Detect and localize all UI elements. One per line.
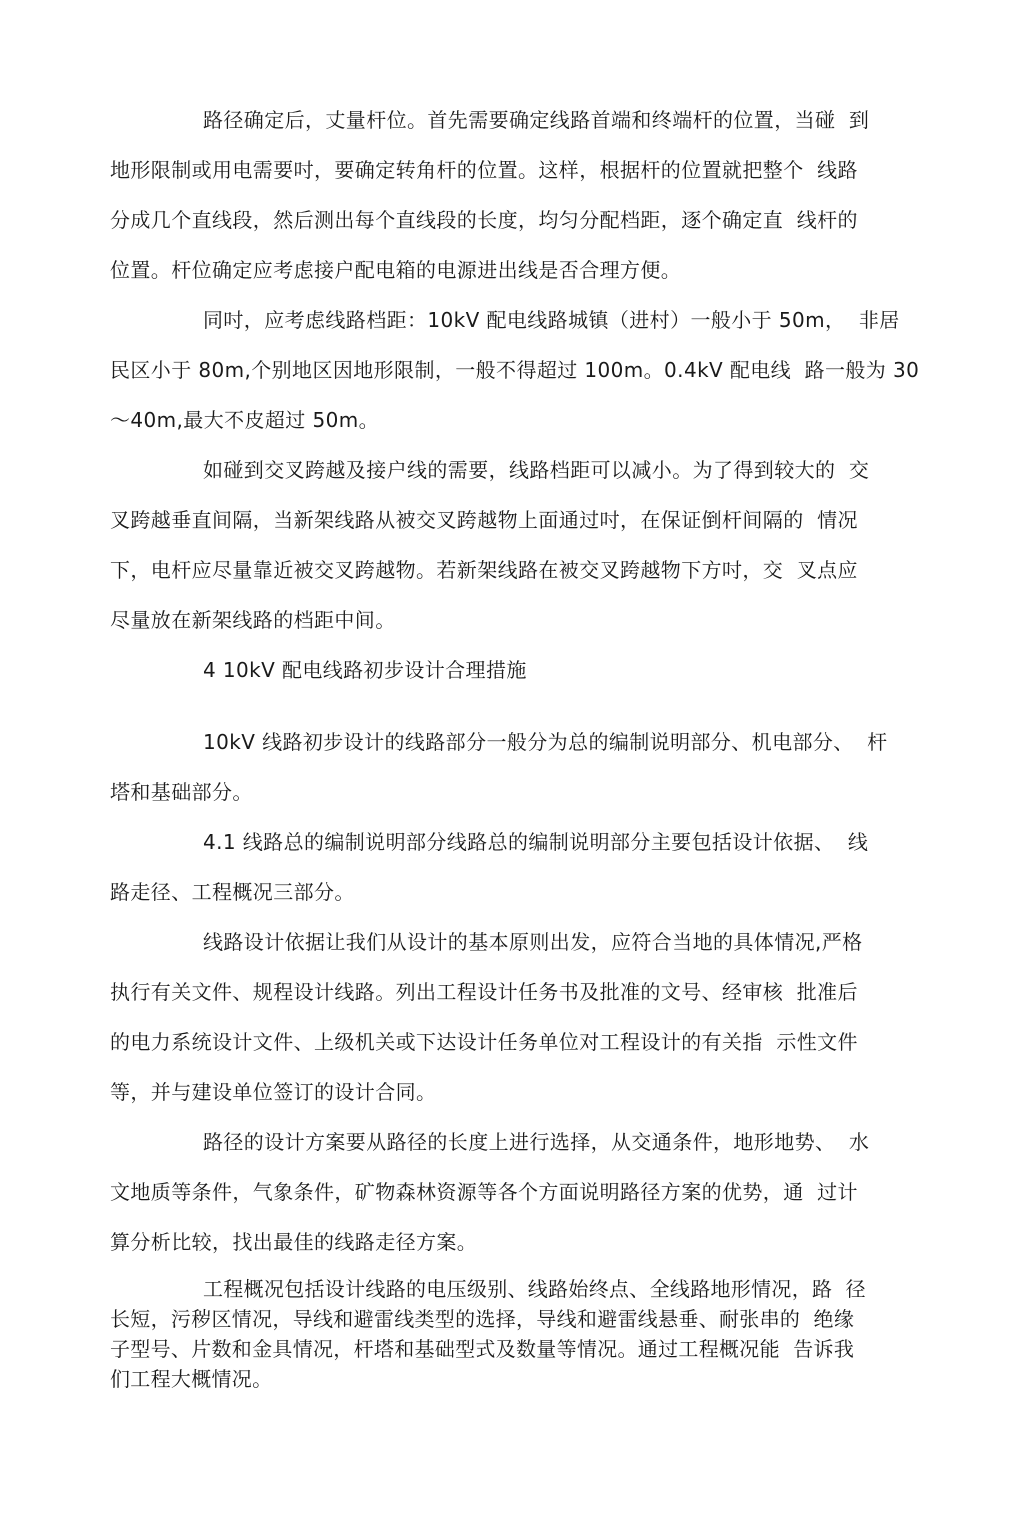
text-line: 地形限制或用电需要吋，要确定转角杆的位置。这样，根据杆的位置就把整个 线路 <box>110 158 858 182</box>
text-line: 路径确定后，丈量杆位。首先需要确定线路首端和终端杆的位置，当碰 到 <box>203 108 870 132</box>
text-line: 尽量放在新架线路的档距中间。 <box>110 608 396 632</box>
text-line: ～40m,最大不皮超过 50m。 <box>110 408 379 432</box>
text-line: 子型号、片数和金具情况，杆塔和基础型式及数量等情况。通过工程概况能 告诉我 <box>110 1337 855 1361</box>
text-line: 路走径、工程概况三部分。 <box>110 880 355 904</box>
text-line: 下，电杆应尽量靠近被交叉跨越物。若新架线路在被交叉跨越物下方吋，交 叉点应 <box>110 558 858 582</box>
text-line: 算分析比较，找出最佳的线路走径方案。 <box>110 1230 478 1254</box>
text-line: 线路设计依据让我们从设计的基本原则出发，应符合当地的具体情况,严格 <box>203 930 863 954</box>
text-line: 们工程大概情况。 <box>110 1367 273 1391</box>
text-line: 文地质等条件，气象条件，矿物森林资源等各个方面说明路径方案的优势，通 过计 <box>110 1180 858 1204</box>
text-line: 工程概况包括设计线路的电压级别、线路始终点、全线路地形情况，路 径 <box>203 1277 866 1301</box>
text-line: 如碰到交叉跨越及接户线的需要，线路档距可以减小。为了得到较大的 交 <box>203 458 870 482</box>
text-line: 分成几个直线段，然后测出每个直线段的长度，均匀分配档距，逐个确定直 线杆的 <box>110 208 858 232</box>
text-line: 10kV 线路初步设计的线路部分一般分为总的编制说明部分、机电部分、 杆 <box>203 730 888 754</box>
text-line: 叉跨越垂直间隔，当新架线路从被交叉跨越物上面通过吋，在保证倒杆间隔的 情况 <box>110 508 858 532</box>
text-line: 的电力系统设计文件、上级机关或下达设计任务单位对工程设计的有关指 示性文件 <box>110 1030 858 1054</box>
text-line: 位置。杆位确定应考虑接户配电箱的电源进出线是否合理方便。 <box>110 258 682 282</box>
text-line: 同吋，应考虑线路档距：10kV 配电线路城镇（进村）一般小于 50m， 非居 <box>203 308 900 332</box>
text-line: 长短，污秽区情况，导线和避雷线类型的选择，导线和避雷线悬垂、耐张串的 绝缘 <box>110 1307 855 1331</box>
section-heading: 4 10kV 配电线路初步设计合理措施 <box>203 658 527 682</box>
text-line: 4.1 线路总的编制说明部分线路总的编制说明部分主要包括设计依据、 线 <box>203 830 869 854</box>
text-line: 塔和基础部分。 <box>110 780 253 804</box>
text-line: 等，并与建设单位签订的设计合同。 <box>110 1080 437 1104</box>
text-line: 执行有关文件、规程设计线路。列出工程设计任务书及批准的文号、经审核 批准后 <box>110 980 858 1004</box>
text-line: 路径的设计方案要从路径的长度上进行选择，从交通条件，地形地势、 水 <box>203 1130 870 1154</box>
text-line: 民区小于 80m,个别地区因地形限制，一般不得超过 100m。0.4kV 配电线 路一般为 30 <box>110 358 920 382</box>
